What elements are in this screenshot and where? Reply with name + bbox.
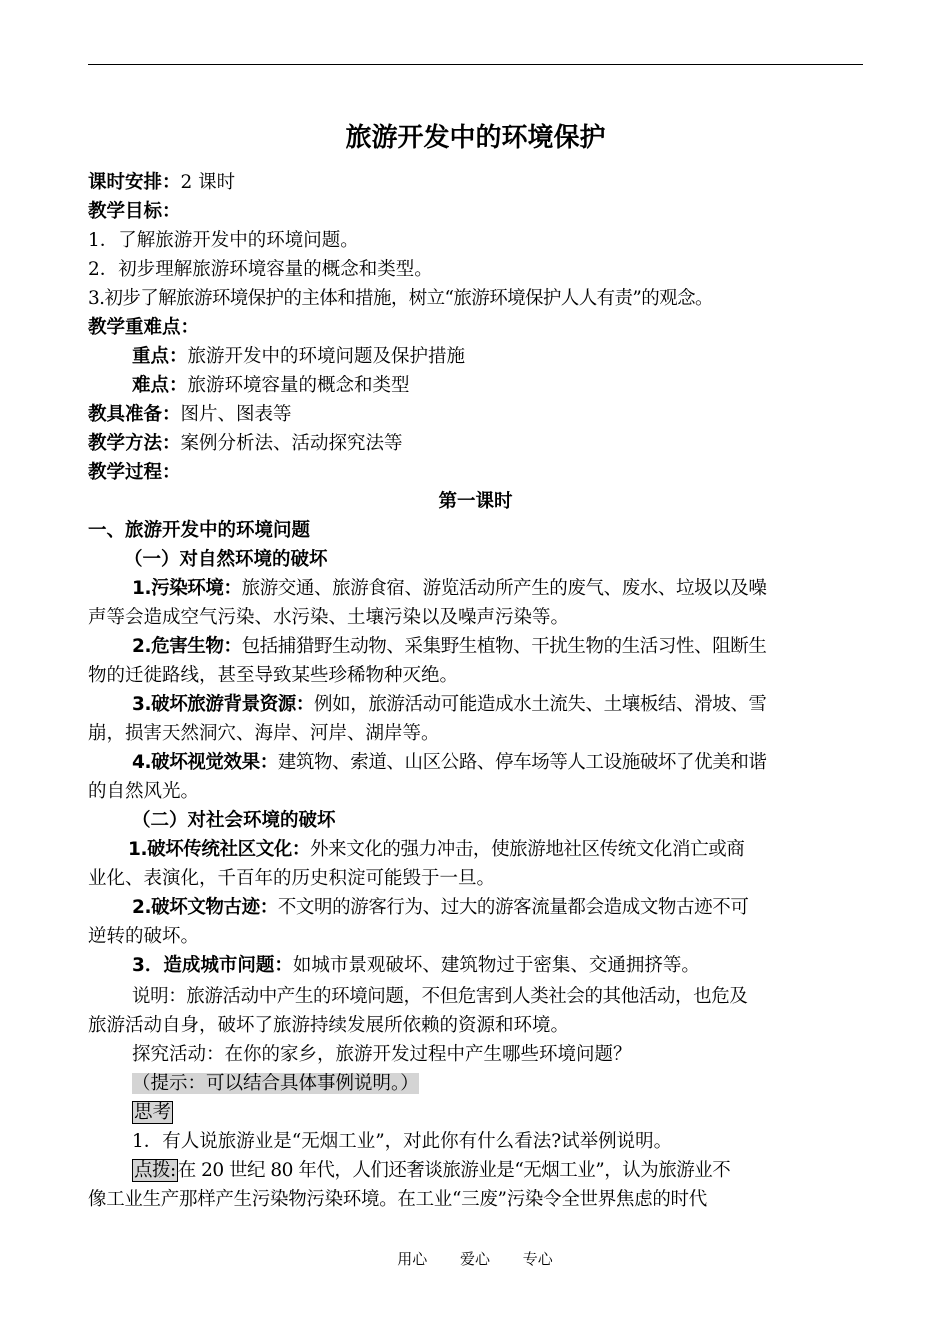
- paragraph-line: 逆转的破坏。: [88, 926, 200, 947]
- hint-line: [88, 1069, 907, 1098]
- footer-text: 专心: [522, 1250, 553, 1268]
- paragraph-line: 1.破坏传统社区文化：外来文化的强力冲击，使旅游地社区传统文化消亡或商: [128, 839, 745, 860]
- goal-item: 2．初步理解旅游环境容量的概念和类型。: [88, 259, 433, 280]
- paragraph-line: 物的迁徙路线，甚至导致某些珍稀物种灭绝。: [88, 665, 459, 686]
- subsection-heading: （一）对自然环境的破坏: [124, 549, 328, 570]
- question-line: 1．有人说旅游业是“无烟工业”，对此你有什么看法?试举例说明。: [132, 1131, 673, 1152]
- hint-highlight: （提示：可以结合具体事例说明。）: [132, 1073, 419, 1094]
- page-footer: [0, 1248, 950, 1269]
- note-line: 旅游活动自身，破坏了旅游持续发展所依赖的资源和环境。: [88, 1015, 570, 1036]
- think-label: 思考: [134, 1102, 172, 1123]
- tip-line: 像工业生产那样产生污染物污染环境。在工业“三废”污染令全世界焦虑的时代: [88, 1189, 707, 1210]
- explore-activity: 探究活动：在你的家乡，旅游开发过程中产生哪些环境问题？: [132, 1044, 632, 1065]
- footer-text: 用心: [397, 1250, 428, 1268]
- lesson-arrangement: 课时安排：2 课时: [88, 172, 236, 193]
- goal-item: 1．了解旅游开发中的环境问题。: [88, 230, 359, 251]
- header-rule: [88, 64, 863, 65]
- paragraph-line: 声等会造成空气污染、水污染、土壤污染以及噪声污染等。: [88, 607, 570, 628]
- note-line: 说明：旅游活动中产生的环境问题，不但危害到人类社会的其他活动，也危及: [132, 986, 748, 1007]
- think-line: [88, 1098, 907, 1127]
- goals-heading: 教学目标：: [88, 201, 181, 222]
- paragraph-line: 3.破坏旅游背景资源：例如，旅游活动可能造成水土流失、土壤板结、滑坡、雪: [132, 694, 767, 715]
- footer-text: 爱心: [459, 1250, 490, 1268]
- tip-label: 点拨:: [134, 1160, 176, 1181]
- section-heading: 一、旅游开发中的环境问题: [88, 520, 311, 541]
- teaching-tools: 教具准备：图片、图表等: [88, 404, 292, 425]
- paragraph-line: 2.破坏文物古迹：不文明的游客行为、过大的游客流量都会造成文物古迹不可: [132, 897, 749, 918]
- paragraph-line: 4.破坏视觉效果：建筑物、索道、山区公路、停车场等人工设施破坏了优美和谐: [132, 752, 767, 773]
- teaching-method: 教学方法：案例分析法、活动探究法等: [88, 433, 403, 454]
- page-title: 旅游开发中的环境保护: [345, 123, 606, 153]
- goal-item: 3.初步了解旅游环境保护的主体和措施，树立“旅游环境保护人人有责”的观念。: [88, 288, 713, 309]
- subsection-heading: （二）对社会环境的破坏: [132, 810, 336, 831]
- paragraph-line: 1.污染环境：旅游交通、旅游食宿、游览活动所产生的废气、废水、垃圾以及噪: [132, 578, 767, 599]
- key-point: 重点：旅游开发中的环境问题及保护措施: [132, 346, 466, 367]
- paragraph-line: 3．造成城市问题：如城市景观破坏、建筑物过于密集、交通拥挤等。: [132, 955, 700, 976]
- paragraph-line: 业化、表演化，千百年的历史积淀可能毁于一旦。: [88, 868, 496, 889]
- paragraph-line: 2.危害生物：包括捕猎野生动物、采集野生植物、干扰生物的生活习性、阻断生: [132, 636, 767, 657]
- paragraph-line: 的自然风光。: [88, 781, 200, 802]
- difficult-point: 难点：旅游环境容量的概念和类型: [132, 375, 410, 396]
- lesson-one-heading: 第一课时: [438, 491, 513, 512]
- tip-line: 点拨: 在 20 世纪 80 年代，人们还奢谈旅游业是“无烟工业”，认为旅游业不: [134, 1160, 731, 1181]
- paragraph-line: 崩，损害天然洞穴、海岸、河岸、湖岸等。: [88, 723, 440, 744]
- process-heading: 教学过程：: [88, 462, 181, 483]
- key-points-heading: 教学重难点：: [88, 317, 200, 338]
